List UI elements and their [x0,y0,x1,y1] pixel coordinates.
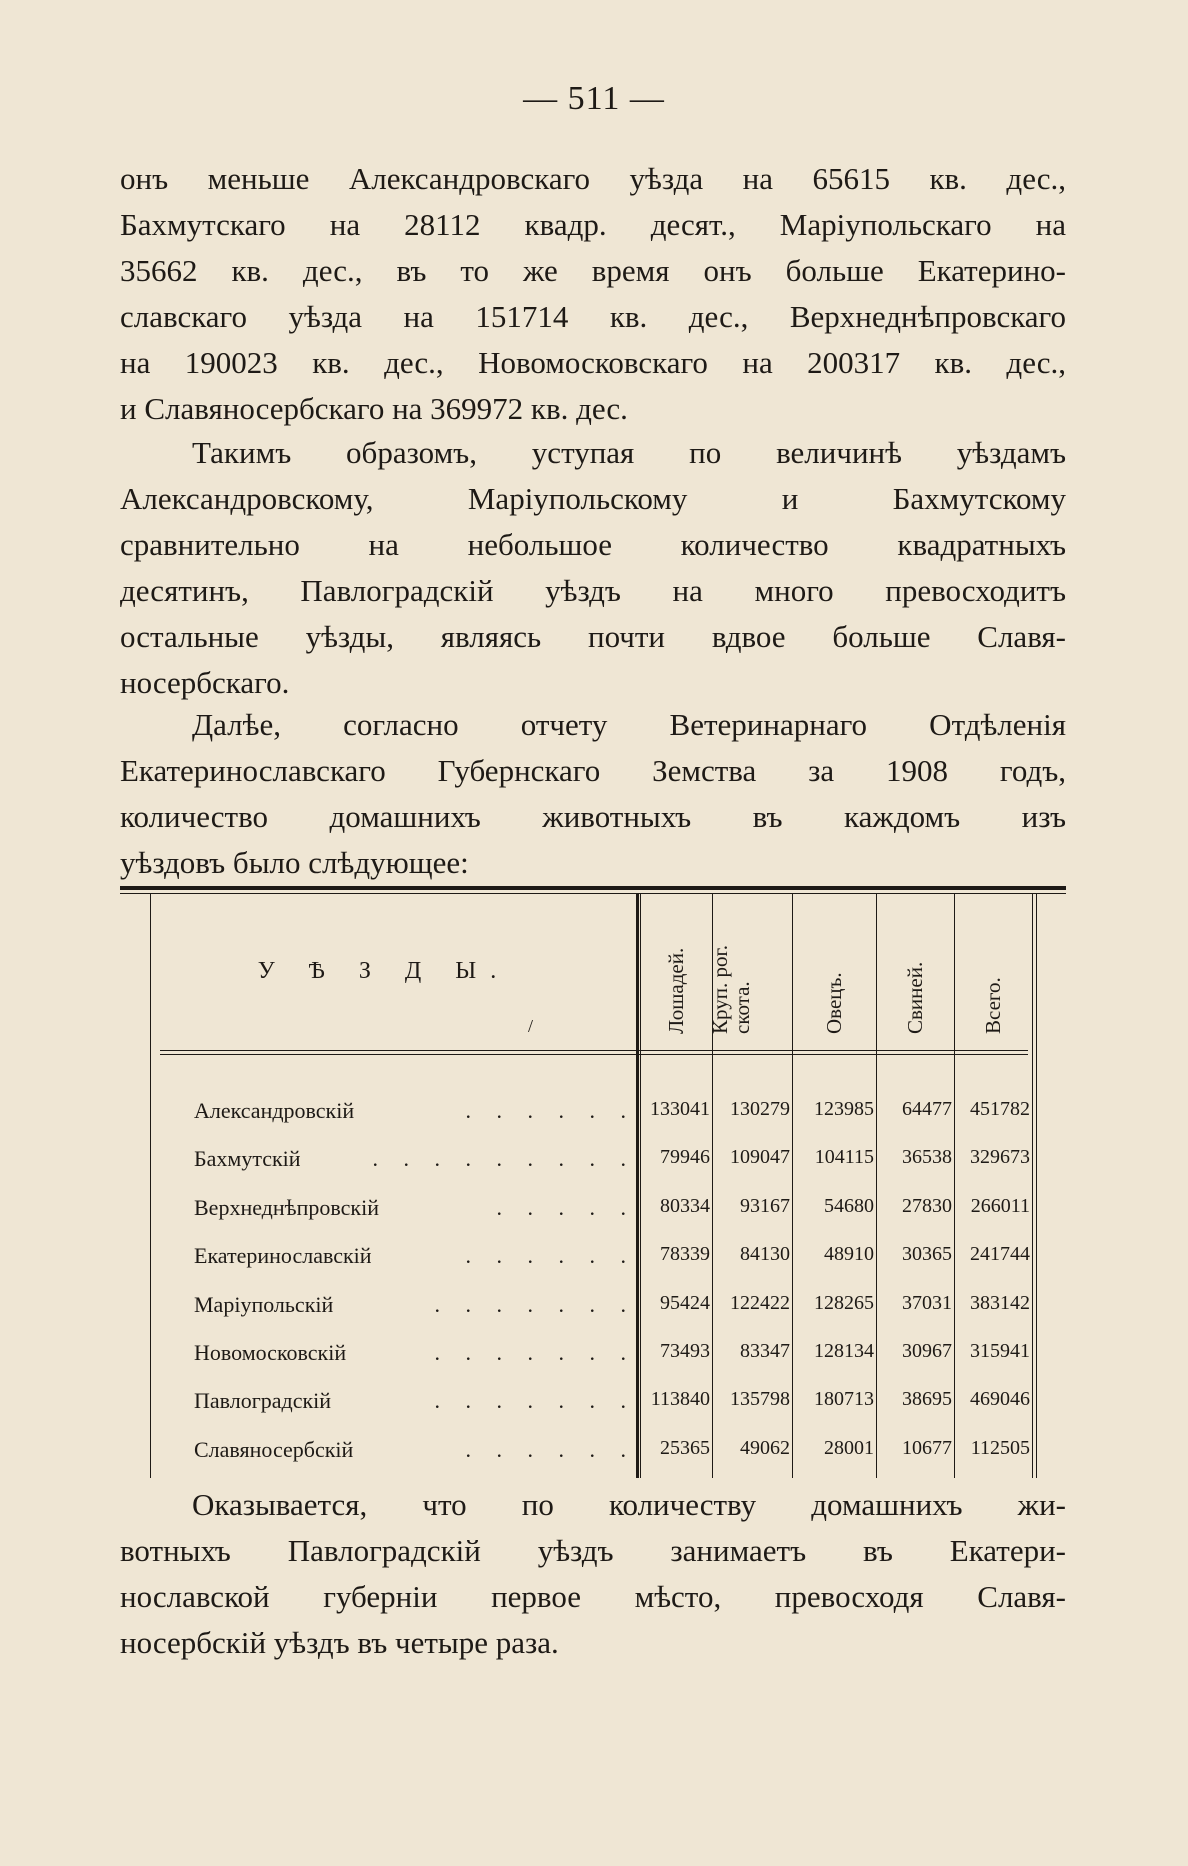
table-cell: 109047 [730,1146,790,1169]
header-mark: / [528,1016,534,1036]
table-cell: 36538 [902,1146,952,1169]
text-line: Оказывается, что по количеству домашнихъ жи- [192,1487,1066,1522]
table-cell: 329673 [970,1146,1030,1169]
table-cell: 73493 [660,1340,710,1362]
district-name: Павлоградскій [194,1388,332,1414]
district-name: Александровскій [194,1098,355,1123]
table-cell: 130279 [730,1098,790,1120]
table-cell: 30967 [902,1340,952,1362]
table-cell: 122422 [730,1291,790,1314]
leader-dots: . . . . . . . [434,1291,636,1317]
leader-dots: . . . . . . [465,1243,636,1269]
table-top-rule-thin [120,893,1066,894]
text-line: онъ меньше Александровскаго уѣзда на 65615 кв. дес., [120,161,1066,196]
table-cell: 84130 [740,1243,790,1266]
table-row [120,1231,1066,1279]
column-header-text: Всего. [981,977,1005,1034]
table-row [120,1183,1066,1231]
column-header-text: скота. [730,981,754,1034]
column-header-horses [642,904,712,1034]
table-cell: 128265 [814,1291,874,1314]
table-cell: 135798 [730,1388,790,1411]
text-line: Далѣе, согласно отчету Ветеринарнаго Отдѣленія [192,707,1066,742]
text-line: остальные уѣзды, являясь почти вдвое больше Славя- [120,619,1066,654]
text-line: уѣздовъ было слѣдующее: [120,845,469,880]
column-header-total [956,904,1032,1034]
table-cell: 38695 [902,1388,952,1411]
paragraph-3 [120,702,1066,886]
table-cell: 80334 [660,1194,710,1217]
district-name: Екатеринославскій [194,1243,372,1269]
table-cell: 48910 [824,1243,874,1266]
text-line: на 190023 кв. дес., Новомосковскаго на 200317 кв. дес., [120,345,1066,380]
table-row [120,1328,1066,1376]
text-line: Такимъ образомъ, уступая по величинѣ уѣздамъ [192,435,1066,470]
text-line: и Славяносербскаго на 369972 кв. дес. [120,391,628,426]
district-name: Верхнеднѣпровскій [194,1194,379,1220]
table-cell: 113840 [650,1388,710,1411]
table-row [120,1134,1066,1182]
leader-dots: . . . . . [496,1194,636,1220]
page-number: — 511 — [523,80,665,117]
table-cell: 93167 [740,1194,790,1217]
text-line: носербскаго. [120,665,290,700]
table-cell: 104115 [814,1146,874,1169]
district-name: Бахмутскій [194,1146,301,1172]
table-cell: 315941 [970,1340,1030,1362]
column-header-cattle [708,904,792,1034]
table-cell: 30365 [902,1243,952,1266]
table-cell: 64477 [902,1098,952,1120]
header-rule [160,1050,1028,1051]
column-header-text: Свиней. [903,961,927,1034]
text-line: десятинъ, Павлоградскій уѣздъ на много превосходитъ [120,573,1066,608]
table-cell: 451782 [970,1098,1030,1120]
text-line: нославской губерніи первое мѣсто, превосходя Славя- [120,1579,1066,1614]
table-cell: 79946 [660,1146,710,1169]
column-header-text: Овецъ. [822,972,846,1034]
table-cell: 128134 [814,1340,874,1362]
livestock-table [120,886,1066,1490]
district-name: Маріупольскій [194,1291,334,1317]
header-rule [160,1054,1028,1055]
text-line: Александровскому, Маріупольскому и Бахмутскому [120,481,1066,516]
text-line: 35662 кв. дес., въ то же время онъ больше Екатерино- [120,253,1066,288]
table-row [120,1086,1066,1134]
leader-dots: . . . . . . [465,1098,636,1123]
table-cell: 27830 [902,1194,952,1217]
table-cell: 266011 [970,1194,1030,1217]
paragraph-1 [120,156,1066,432]
column-header-pigs [878,904,954,1034]
table-cell: 383142 [970,1291,1030,1314]
district-name: Новомосковскій [194,1340,347,1365]
text-line: вотныхъ Павлоградскій уѣздъ занимаетъ въ Екатери- [120,1533,1066,1568]
table-cell: 241744 [970,1243,1030,1266]
leader-dots: . . . . . . . [434,1388,636,1414]
table-row [120,1425,1066,1473]
text-line: носербскій уѣздъ въ четыре раза. [120,1625,559,1660]
table-cell: 54680 [824,1194,874,1217]
table-cell: 469046 [970,1388,1030,1411]
paragraph-4 [120,1482,1066,1666]
table-cell: 123985 [814,1098,874,1120]
table-cell: 180713 [814,1388,874,1411]
text-line: Бахмутскаго на 28112 квадр. десят., Маріупольскаго на [120,207,1066,242]
table-cell: 95424 [660,1291,710,1314]
table-cell: 112505 [970,1436,1030,1459]
table-cell: 83347 [740,1340,790,1362]
header-uezdy: У Ѣ З Д Ы. [257,958,511,984]
table-cell: 78339 [660,1243,710,1266]
column-header-text: Лошадей. [664,947,688,1034]
leader-dots: . . . . . . . [434,1340,636,1365]
table-row [120,1376,1066,1424]
table-cell: 25365 [660,1436,710,1459]
district-name: Славяносербскій [194,1436,354,1462]
table-top-rule [120,886,1066,890]
leader-dots: . . . . . . . . . [372,1146,636,1172]
table-cell: 37031 [902,1291,952,1314]
column-header-text: Круп. рог. [708,945,732,1034]
text-line: количество домашнихъ животныхъ въ каждомъ изъ [120,799,1066,834]
table-cell: 10677 [902,1436,952,1459]
paragraph-2 [120,430,1066,706]
table-cell: 133041 [650,1098,710,1120]
column-header-sheep [794,904,876,1034]
text-line: сравнительно на небольшое количество квадратныхъ [120,527,1066,562]
table-cell: 49062 [740,1436,790,1459]
table-cell: 28001 [824,1436,874,1459]
text-line: славскаго уѣзда на 151714 кв. дес., Верхнеднѣпровскаго [120,299,1066,334]
table-row [120,1280,1066,1328]
leader-dots: . . . . . . [465,1436,636,1462]
text-line: Екатеринославскаго Губернскаго Земства за 1908 годъ, [120,753,1066,788]
